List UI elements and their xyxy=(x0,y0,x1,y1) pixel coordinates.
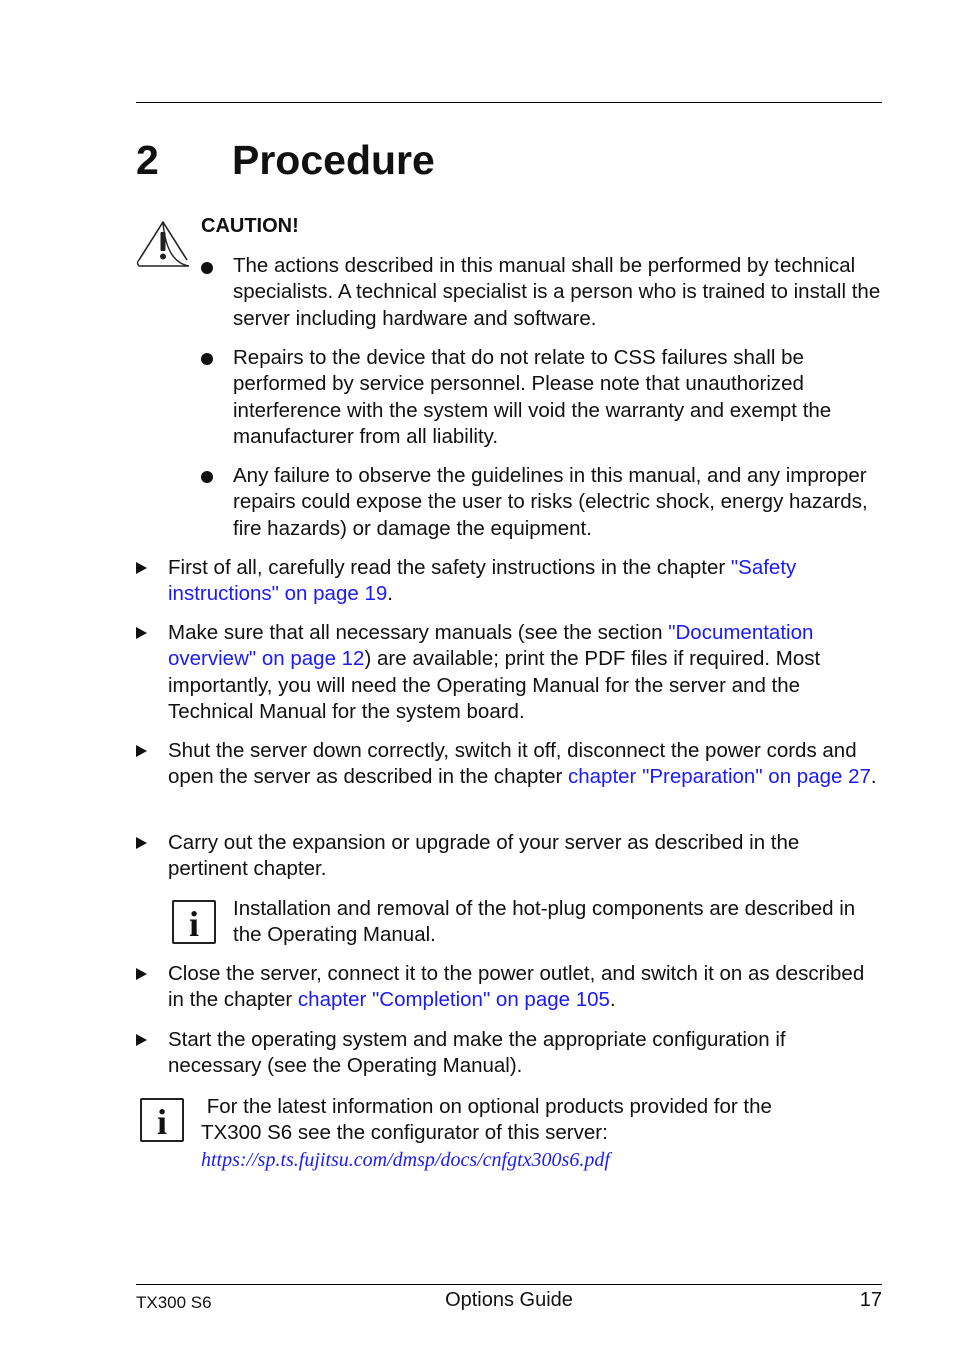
preparation-chapter-link[interactable]: chapter "Preparation" on page 27 xyxy=(568,765,871,789)
step-4-text: Carry out the expansion or upgrade of your server as described in the pertinent chapter. xyxy=(168,831,800,881)
step-6-text: Start the operating system and make the appropriate configuration if necessary (see the Operating Manual). xyxy=(168,1028,786,1078)
step-arrow-icon xyxy=(136,837,147,849)
safety-instructions-link[interactable]: "Safety instructions" on page 19 xyxy=(168,556,797,606)
step-5-text: Close the server, connect it to the power outlet, and switch it on as described in the chapter xyxy=(168,962,865,1012)
step-2-suffix: ) are available; print the PDF files if required. Most importantly, you will need the Operating Manual for the server and the Technical Manual for the system board. xyxy=(168,647,821,723)
step-4 xyxy=(168,830,882,883)
step-1-text: First of all, carefully read the safety instructions in the chapter xyxy=(168,556,731,579)
step-2-text: Make sure that all necessary manuals (see the section xyxy=(168,621,669,644)
caution-bullet-2: Repairs to the device that do not relate to CSS failures shall be performed by service personnel. Please note that unauthorized interference with the system will void the warranty and exempt the manufacturer from all liability. xyxy=(233,346,832,448)
step-3-suffix: . xyxy=(870,765,877,789)
info-icon: i xyxy=(140,1098,184,1142)
completion-chapter-link[interactable]: chapter "Completion" on page 105 xyxy=(297,988,610,1012)
caution-bullet-1: The actions described in this manual shall be performed by technical specialists. A technical specialist is a person who is trained to install the server including hardware and software. xyxy=(233,254,881,330)
step-arrow-icon xyxy=(136,1034,147,1046)
bullet-dot xyxy=(201,471,213,483)
note-line-2: TX300 S6 see the configurator of this server: xyxy=(201,1121,608,1145)
chapter-number: 2 xyxy=(136,137,159,183)
note-hot-plug: Installation and removal of the hot-plug components are described in the Operating Manual. xyxy=(233,897,856,947)
bullet-dot xyxy=(201,353,213,365)
bullet-dot xyxy=(201,262,213,274)
step-5-suffix: . xyxy=(609,988,616,1012)
caution-title: CAUTION! xyxy=(201,215,299,237)
chapter-title: Procedure xyxy=(232,137,435,183)
chapter-heading xyxy=(136,134,435,186)
step-arrow-icon xyxy=(136,627,147,639)
footer-product: TX300 S6 xyxy=(136,1293,212,1312)
step-arrow-icon xyxy=(136,562,147,574)
documentation-overview-link[interactable]: "Documentation overview" on page 12 xyxy=(168,621,814,671)
caution-bullet-3: Any failure to observe the guidelines in this manual, and any improper repairs could expose the user to risks (electric shock, energy hazards, fire hazards) or damage the equipment. xyxy=(233,464,868,540)
step-arrow-icon xyxy=(136,745,147,757)
footer-guide-title: Options Guide xyxy=(445,1289,573,1311)
step-1 xyxy=(168,555,882,608)
step-2 xyxy=(168,620,882,725)
step-3 xyxy=(168,738,882,791)
info-icon: i xyxy=(172,900,216,944)
note-latest-info xyxy=(201,1094,881,1173)
footer-page-number: 17 xyxy=(859,1289,882,1311)
note-line-1: For the latest information on optional products provided for the xyxy=(201,1095,772,1118)
configurator-url-link[interactable]: https://sp.ts.fujitsu.com/dmsp/docs/cnfgtx300s6.pdf xyxy=(201,1148,610,1171)
footer-rule xyxy=(136,1284,882,1285)
step-3-text: Shut the server down correctly, switch it off, disconnect the power cords and open the server as described in the chapter xyxy=(168,739,857,789)
header-rule xyxy=(136,102,882,103)
warning-triangle-icon xyxy=(136,216,192,268)
step-1-suffix: . xyxy=(387,582,393,606)
step-arrow-icon xyxy=(136,968,147,980)
step-6 xyxy=(168,1027,882,1080)
step-5 xyxy=(168,961,882,1014)
